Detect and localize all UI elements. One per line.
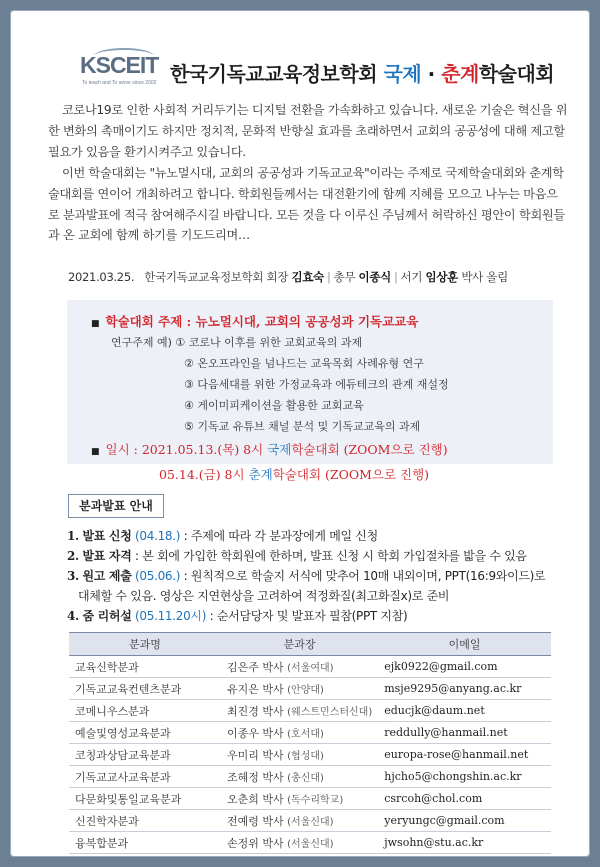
item-1 (67, 526, 587, 546)
item-3 (67, 566, 587, 586)
title-prefix: 한국기독교교육정보학회 (170, 62, 378, 86)
header-chair: 분과장 (221, 633, 378, 656)
theme-box (67, 300, 553, 464)
item-1-text: : 주제에 따라 각 분과장에게 메일 신청 (180, 529, 378, 543)
document-page (10, 10, 590, 857)
chair-name: 유지은 박사 (227, 682, 284, 696)
date1-label: 일시 : 2021.05.13.(목) 8시 (105, 442, 264, 457)
chair-cell (221, 700, 378, 722)
item-3-date: (05.06.) (135, 569, 181, 583)
subtopic-2: ② 온오프라인을 넘나드는 교육목회 사례유형 연구 (184, 357, 424, 370)
item-1-num: 1. (67, 529, 79, 543)
item-2 (67, 546, 587, 566)
division-name: 기독교교육컨텐츠분과 (69, 678, 221, 700)
chair-name: 최진경 박사 (227, 704, 284, 718)
clerk-suffix: 박사 올림 (461, 270, 508, 284)
email-cell[interactable]: jwsohn@stu.ac.kr (378, 832, 551, 854)
clerk-name: 임상훈 (425, 270, 458, 284)
signature-line: 2021.03.25. 한국기독교교육정보학회 회장 김효숙 | 총무 이종식 | 서기 임상훈 박사 올림 (68, 270, 508, 284)
ksceit-logo (80, 52, 162, 92)
paragraph-2-text: 이번 학술대회는 "뉴노멀시대, 교회의 공공성과 기독교교육"이라는 주제로 국제학술대회와 춘계학술대회를 연이어 개최하려고 합니다. 학회원들께서는 대전환기에 함께 지혜를 모으고 나누는 마음으로 분과발표에 적극 참여해주시길 바랍니다. 모든 것을 다 이루신 주님께서 허락하신 평안이 학회원들과 온 교회에 함께 하기를 기도드리며… (48, 166, 565, 243)
chair-affiliation: (웨스트민스터신대) (287, 706, 373, 718)
item-4 (67, 606, 587, 626)
email-cell[interactable]: msje9295@anyang.ac.kr (378, 678, 551, 700)
theme-main-text: 학술대회 주제 : 뉴노멀시대, 교회의 공공성과 기독교교육 (105, 314, 419, 329)
item-2-head: 발표 자격 (82, 549, 132, 563)
item-3-head: 원고 제출 (82, 569, 132, 583)
chair-affiliation: (호서대) (287, 728, 324, 740)
chair-cell (221, 832, 378, 854)
chair-name: 조혜정 박사 (227, 770, 284, 784)
division-name: 다문화및통일교육분과 (69, 788, 221, 810)
header-email: 이메일 (378, 633, 551, 656)
header (30, 50, 570, 98)
title-suffix: 학술대회 (478, 62, 555, 86)
chair-affiliation: (서울여대) (287, 662, 334, 674)
info-items (67, 526, 587, 626)
intro-paragraph-1 (48, 100, 568, 162)
chair-name: 김은주 박사 (227, 660, 284, 674)
table-row (69, 744, 551, 766)
table-row (69, 722, 551, 744)
signature-org: 한국기독교교육정보학회 (144, 270, 264, 284)
item-4-num: 4. (67, 609, 79, 623)
item-4-text: : 순서담당자 및 발표자 필참(PPT 지참) (206, 609, 408, 623)
date-line-2 (159, 465, 429, 483)
chair-affiliation: (서울신대) (287, 838, 334, 850)
header-division: 분과명 (69, 633, 221, 656)
chair-cell (221, 766, 378, 788)
subtopic-1: ① 코로나 이후를 위한 교회교육의 과제 (175, 336, 363, 349)
item-4-date: (05.11.20시) (135, 609, 207, 623)
chair-name: 전예령 박사 (227, 814, 284, 828)
division-name: 신진학자분과 (69, 810, 221, 832)
table-row (69, 656, 551, 678)
email-cell[interactable]: educjk@daum.net (378, 700, 551, 722)
email-cell[interactable]: hjcho5@chongshin.ac.kr (378, 766, 551, 788)
chair-name: 이종우 박사 (227, 726, 284, 740)
email-cell[interactable]: reddully@hanmail.net (378, 722, 551, 744)
division-name: 코칭과상담교육분과 (69, 744, 221, 766)
division-name: 교육신학분과 (69, 656, 221, 678)
date2-prefix: 05.14.(금) 8시 (159, 467, 245, 482)
date1-rest: 학술대회 (ZOOM으로 진행) (291, 442, 448, 457)
signature-date: 2021.03.25. (68, 270, 135, 284)
division-table (69, 632, 551, 854)
chair-name: 오춘희 박사 (227, 792, 284, 806)
date-line-1 (91, 440, 448, 458)
table-row (69, 788, 551, 810)
item-4-head: 줌 리허설 (82, 609, 132, 623)
email-cell[interactable]: csrcoh@chol.com (378, 788, 551, 810)
chair-affiliation: (서울신대) (287, 816, 334, 828)
chair-cell (221, 722, 378, 744)
division-name: 기독교교사교육분과 (69, 766, 221, 788)
paragraph-1-text: 코로나19로 인한 사회적 거리두기는 디지털 전환을 가속화하고 있습니다. 새로운 기술은 혁신을 위한 변화의 촉매이기도 하지만 정치적, 문화적 반향실 효과를 초래하면서 교회의 공공성에 대해 제고할 필요가 있음을 환기시켜주고 있습니다. (48, 103, 568, 159)
title-intl: 국제 (383, 62, 422, 86)
division-name: 예술및영성교육분과 (69, 722, 221, 744)
chair-cell (221, 788, 378, 810)
section-label: 분과발표 안내 (68, 494, 164, 518)
logo-text: KSCEIT (80, 52, 159, 78)
chair-cell (221, 678, 378, 700)
chair-affiliation: (협성대) (287, 750, 324, 762)
chair-name: 우미리 박사 (227, 748, 284, 762)
item-2-text: : 본 회에 가입한 학회원에 한하며, 발표 신청 시 학회 가입절차를 밟을 수 있음 (131, 549, 527, 563)
chair-cell (221, 744, 378, 766)
intro-paragraph-2 (48, 163, 568, 246)
theme-main (91, 312, 418, 330)
title-spring: 춘계 (441, 62, 479, 86)
subtopic-5: ⑤ 기독교 유튜브 채널 분석 및 기독교교육의 과제 (184, 420, 421, 433)
email-cell[interactable]: europa-rose@hanmail.net (378, 744, 551, 766)
president-name: 김효숙 (291, 270, 324, 284)
date2-spring: 춘계 (248, 467, 273, 482)
chair-affiliation: (안양대) (287, 684, 324, 696)
chair-cell (221, 656, 378, 678)
division-name: 융복합분과 (69, 832, 221, 854)
clerk-title: 서기 (400, 270, 423, 284)
email-cell[interactable]: ejk0922@gmail.com (378, 656, 551, 678)
subtopic-row-1 (111, 334, 362, 350)
item-1-head: 발표 신청 (82, 529, 132, 543)
page-title (170, 58, 554, 87)
secretary-name: 이종식 (358, 270, 391, 284)
item-3-text: : 원칙적으로 학술지 서식에 맞추어 10매 내외이며, PPT(16:9와이드)로 (180, 569, 546, 583)
table-row (69, 832, 551, 854)
email-cell[interactable]: yeryungc@gmail.com (378, 810, 551, 832)
chair-name: 손정위 박사 (227, 836, 284, 850)
chair-affiliation: (독수리학교) (287, 794, 344, 806)
logo-tagline: To teach and To serve since 2002 (82, 80, 157, 86)
subtopic-4: ④ 게이미피케이션을 활용한 교회교육 (184, 399, 364, 412)
division-name: 코메니우스분과 (69, 700, 221, 722)
president-title: 회장 (266, 270, 289, 284)
table-row (69, 766, 551, 788)
item-1-date: (04.18.) (135, 529, 181, 543)
secretary-title: 총무 (333, 270, 356, 284)
item-3-num: 3. (67, 569, 79, 583)
table-row (69, 700, 551, 722)
subtopic-label: 연구주제 예) (111, 336, 172, 349)
date1-intl: 국제 (267, 442, 292, 457)
item-3-cont: 대체할 수 있음. 영상은 지연현상을 고려하여 적정화질(최고화질x)로 준비 (78, 589, 450, 603)
date2-rest: 학술대회 (ZOOM으로 진행) (272, 467, 430, 482)
title-dot: · (421, 62, 442, 86)
theme-bullet-icon: ■ (91, 319, 100, 329)
item-2-num: 2. (67, 549, 79, 563)
table-row (69, 810, 551, 832)
date-bullet-icon: ■ (91, 447, 100, 457)
chair-affiliation: (총신대) (287, 772, 324, 784)
table-row (69, 678, 551, 700)
table-header-row (69, 633, 551, 656)
subtopic-3: ③ 다음세대를 위한 가정교육과 에듀테크의 관계 재설정 (184, 378, 449, 391)
chair-cell (221, 810, 378, 832)
